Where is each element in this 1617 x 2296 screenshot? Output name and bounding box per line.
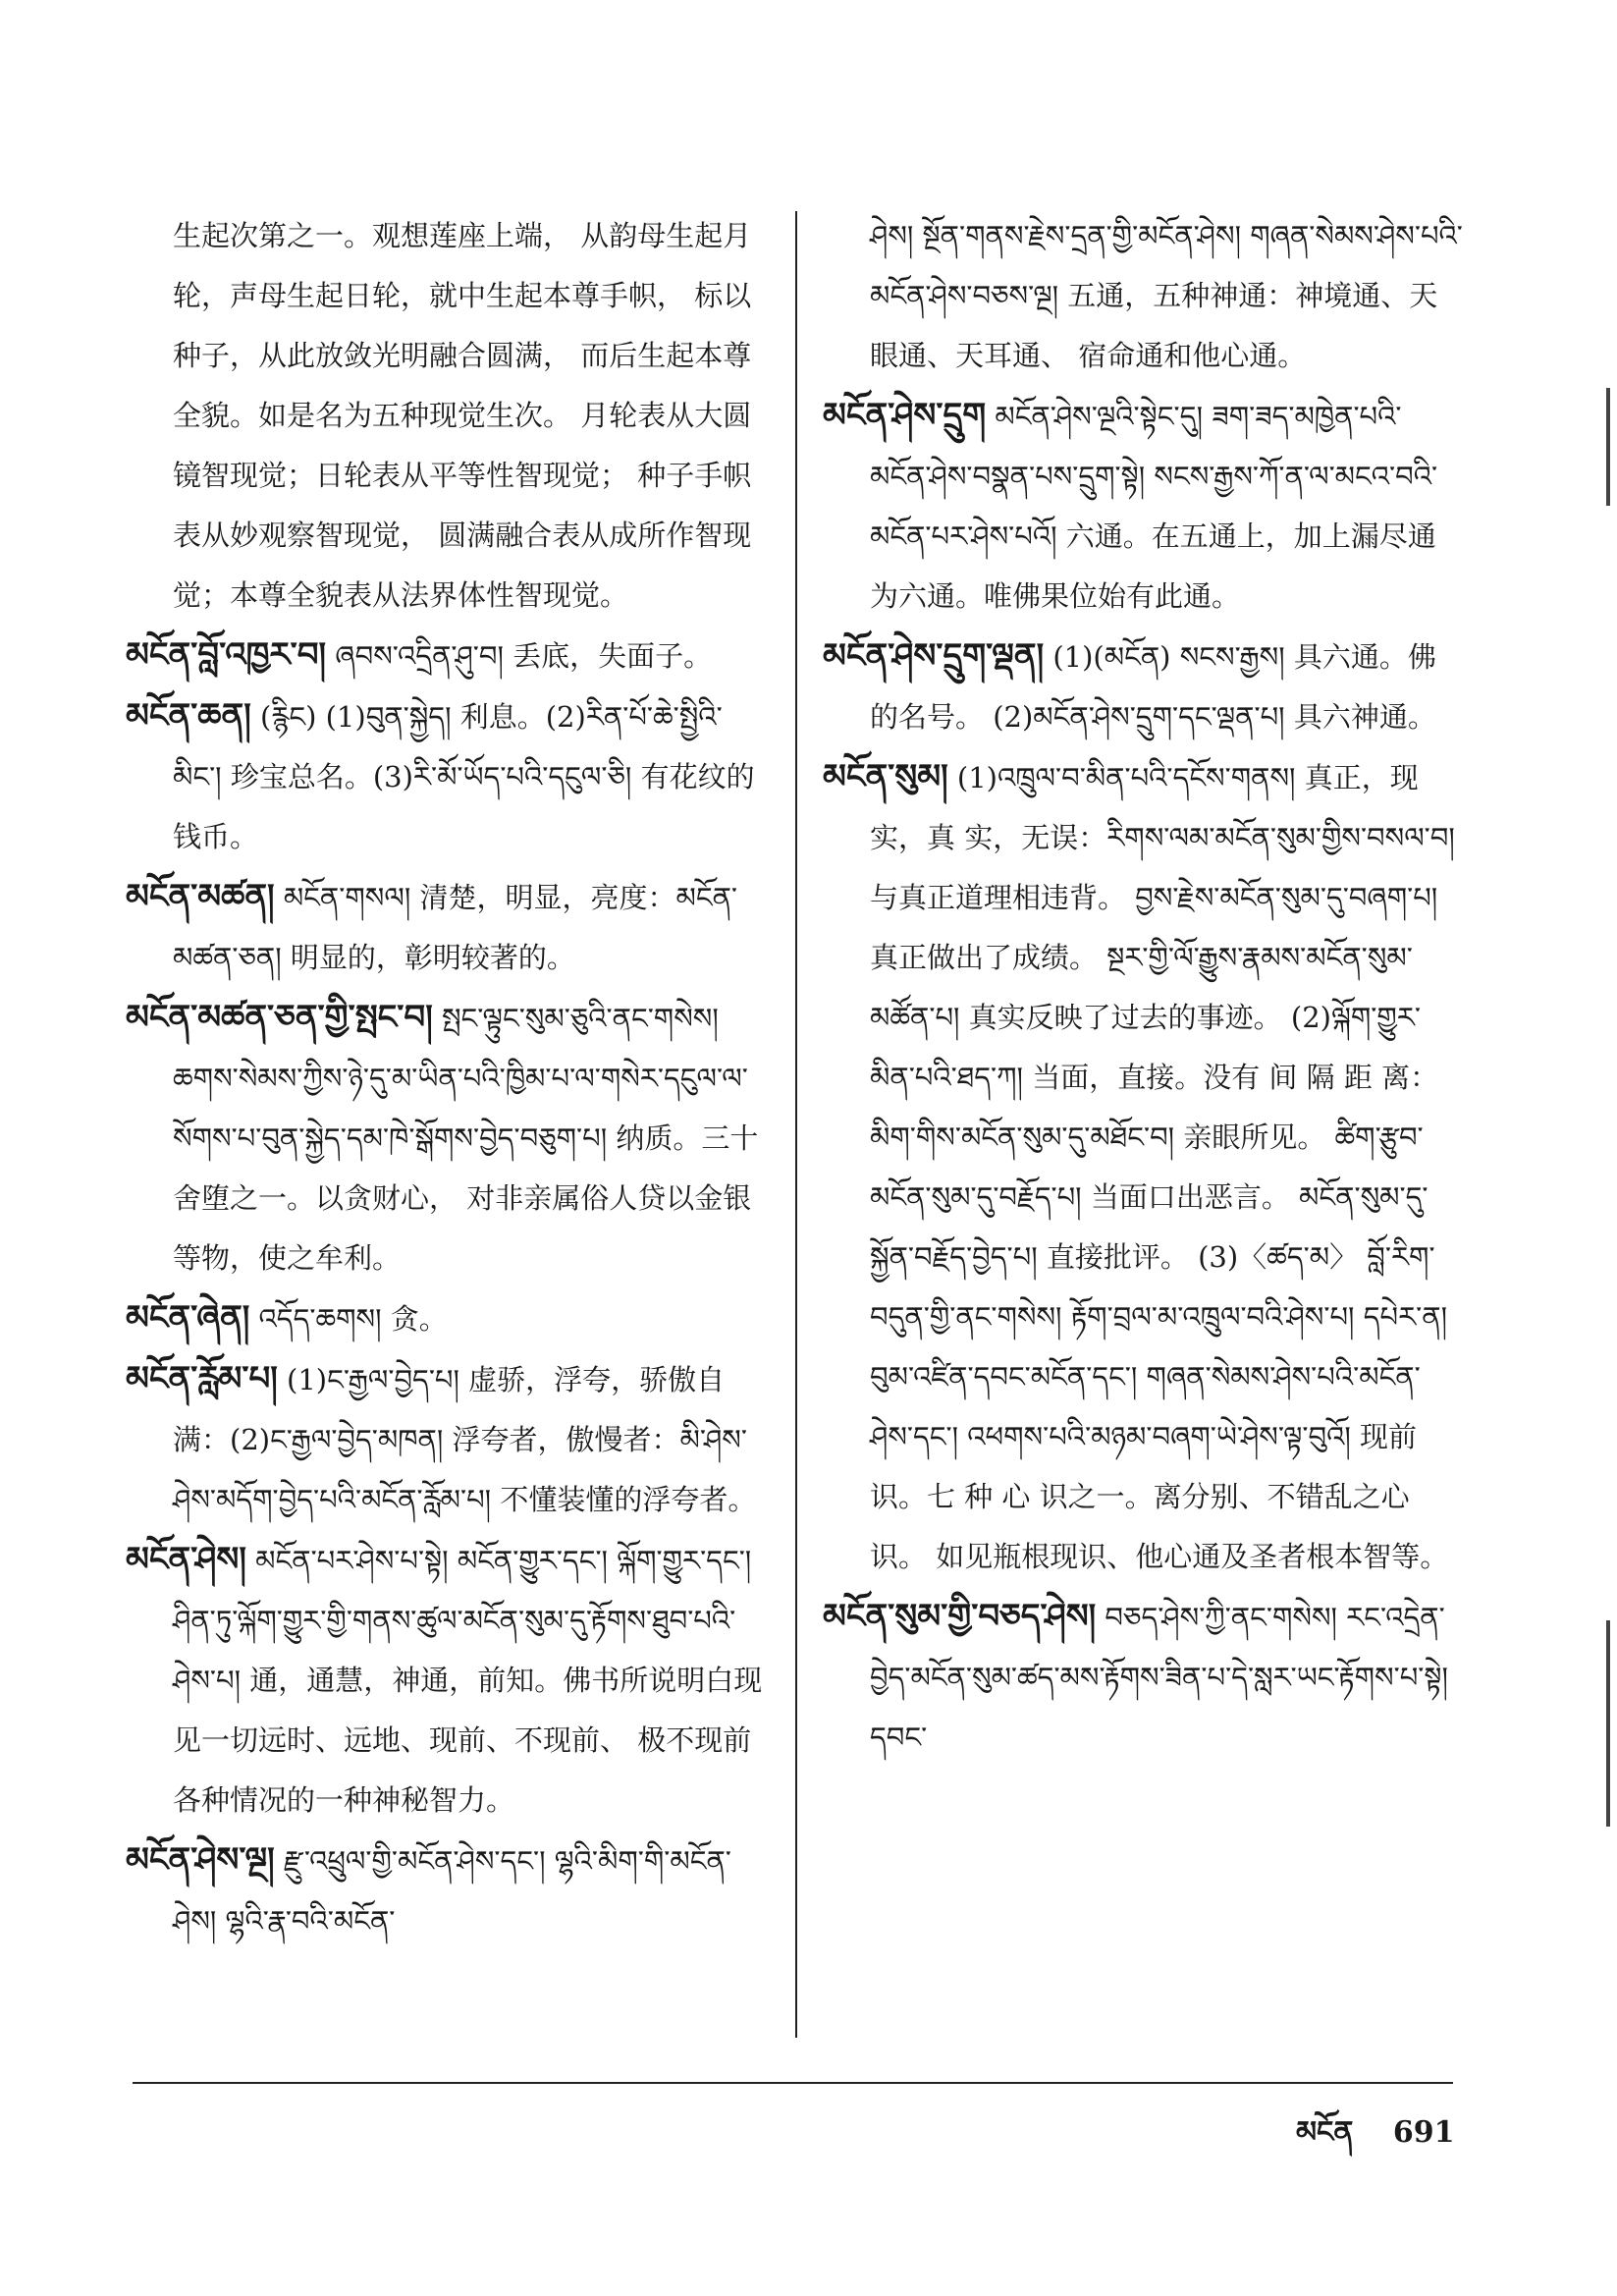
dictionary-entry — [126, 1349, 766, 1530]
headword: མངོན་རློམ་པ། — [126, 1359, 278, 1398]
definition-text: ཤེས། སྔོན་གནས་རྗེས་དྲན་གྱི་མངོན་ཤེས། གཞན་སེམས་ཤེས་པའི་མངོན་ཤེས་བཅས་ལྔ། 五通，五种神通：神境通、天眼通、天耳通、 宿命通和他心通。 — [870, 219, 1463, 372]
dictionary-entry — [126, 626, 766, 686]
definition-text: རྫུ་འཕྲུལ་གྱི་མངོན་ཤེས་དང་། ལྷའི་མིག་གི་མངོན་ཤེས། ལྷའི་རྣ་བའི་མངོན་ — [173, 1844, 731, 1938]
column-divider — [795, 211, 797, 2038]
dictionary-entry — [126, 1530, 766, 1831]
headword: མངོན་ཞེན། — [126, 1298, 250, 1338]
definition-text: སྤང་ལྟུང་སུམ་ཅུའི་ནང་གསེས། ཆགས་སེམས་ཀྱིས་ཉེ་དུ་མ་ཡིན་པའི་ཁྱིམ་པ་ལ་གསེར་དངུལ་ལ་སོགས་པ་བུན་སྐྱེད་དམ་ཁེ་སྒོགས་བྱེད་བཅུག་པ། 纳质。三十舍堕之一。以贪财心， 对非亲属俗人贷以金银等物，使之牟利。 — [173, 1002, 759, 1275]
footer-rule — [133, 2082, 1453, 2084]
definition-text: བཅད་ཤེས་ཀྱི་ནང་གསེས། རང་འདྲེན་བྱེད་མངོན་སུམ་ཚད་མས་རྟོགས་ཟིན་པ་དེ་སླར་ཡང་རྟོགས་པ་སྟེ། དབང་ — [870, 1601, 1448, 1754]
dictionary-entry — [823, 386, 1463, 627]
scan-edge-mark — [1606, 388, 1610, 506]
headword: མངོན་ཤེས་ལྔ། — [126, 1840, 275, 1880]
dictionary-entry — [823, 627, 1463, 747]
headword: མངོན་མཚན་ཅན་གྱི་སྤང་བ། — [126, 998, 433, 1037]
definition-text: (1)ང་རྒྱལ་བྱེད་པ། 虚骄，浮夸，骄傲自满：(2)ང་རྒྱལ་བྱེད་མཁན། 浮夸者，傲慢者：མི་ཤེས་ཤེས་མདོག་བྱེད་པའི་མངོན་རློམ་པ། 不懂装懂的浮夸者。 — [173, 1363, 757, 1516]
entry-continuation — [126, 206, 766, 626]
definition-text: མངོན་གསལ། 清楚，明显，亮度：མངོན་མཚན་ཅན། 明显的，彰明较著的。 — [173, 881, 737, 974]
scan-edge-mark — [1606, 1620, 1610, 1827]
definition-text: མངོན་ཤེས་ལྔའི་སྟེང་དུ། ཟག་ཟད་མཁྱེན་པའི་མངོན་ཤེས་བསྣན་པས་དྲུག་སྟེ། སངས་རྒྱས་ཀོ་ན་ལ་མངའ་བའི་མངོན་པར་ཤེས་པའོ། 六通。在五通上，加上漏尽通为六通。唯佛果位始有此通。 — [870, 400, 1438, 613]
dictionary-entry — [126, 1831, 766, 1951]
headword: མངོན་བློ་འཁྱར་བ། — [126, 635, 327, 675]
running-head: མངོན — [1296, 2115, 1354, 2150]
dictionary-entry — [823, 747, 1463, 1587]
headword: མངོན་ཆན། — [126, 696, 251, 736]
definition-text: (རྙིང) (1)བུན་སྐྱེད། 利息。(2)རིན་པོ་ཆེ་སྤྱིའི་མིང་། 珍宝总名。(3)རི་མོ་ཡོད་པའི་དངུལ་ཅི། 有花纹的钱币。 — [173, 700, 755, 853]
headword: མངོན་སུམ། — [823, 757, 948, 796]
entry-continuation — [823, 206, 1463, 386]
headword: མངོན་ཤེས། — [126, 1540, 246, 1579]
headword: མངོན་སུམ་གྱི་བཅད་ཤེས། — [823, 1597, 1097, 1636]
definition-text: (1)(མངོན) སངས་རྒྱས། 具六通。佛的名号。 (2)མངོན་ཤེས་དྲུག་དང་ལྡན་པ། 具六神通。 — [870, 640, 1436, 734]
page-number: 691 — [1392, 2115, 1455, 2150]
definition-text: མངོན་པར་ཤེས་པ་སྟེ། མངོན་གྱུར་དང་། ལྐོག་གྱུར་དང་། ཤིན་ཏུ་ལྐོག་གྱུར་གྱི་གནས་ཚུལ་མངོན་སུམ་དུ་རྟོགས་ཐུབ་པའི་ཤེས་པ། 通，通慧，神通，前知。佛书所说明白现见一切远时、远地、现前、不现前、 极不现前各种情况的一种神秘智力。 — [173, 1544, 763, 1817]
headword: མངོན་མཚན། — [126, 877, 275, 916]
dictionary-entry — [126, 988, 766, 1288]
dictionary-entry — [126, 1288, 766, 1349]
definition-text: 生起次第之一。观想莲座上端， 从韵母生起月轮，声母生起日轮，就中生起本尊手帜， 标以种子，从此放敛光明融合圆满， 而后生起本尊全貌。如是名为五种现觉生次。 月轮表从大圆镜智现觉；日轮表从平等性智现觉； 种子手帜表从妙观察智现觉， 圆满融合表从成所作智现觉；本尊全貌表从法界体性智现觉。 — [173, 219, 752, 612]
definition-text: འདོད་ཆགས། 贪。 — [249, 1302, 448, 1336]
right-column — [823, 206, 1463, 1768]
headword: མངོན་ཤེས་དྲུག — [823, 396, 987, 435]
definition-text: ཞབས་འདྲིན་ཤུ་བ། 丢底，失面子。 — [326, 639, 713, 673]
definition-text: (1)འཁྲུལ་བ་མིན་པའི་དངོས་གནས། 真正，现实，真 实，无误：རིགས་ལམ་མངོན་སུམ་གྱིས་བསལ་བ། 与真正道理相违背。 བྱས་རྗེས་མངོན་སུམ་དུ་བཞག་པ། 真正做出了成绩。 སྔར་གྱི་ལོ་རྒྱུས་རྣམས་མངོན་སུམ་མཚོན་པ། 真实反映了过去的事迹。 (2)ལྐོག་གྱུར་མིན་པའི་ཐད་ཀ། 当面，直接。没有 间 隔 距 离：མིག་གིས་མངོན་སུམ་དུ་མཐོང་བ། 亲眼所见。 ཚིག་རྩུབ་མངོན་སུམ་དུ་བརྗོད་པ། 当面口出恶言。 མངོན་སུམ་དུ་སྐྱོན་བརྗོད་བྱེད་པ། 直接批评。 (3)〈ཚད་མ〉 བློ་རིག་བདུན་གྱི་ནང་གསེས། རྟོག་བྲལ་མ་འཁྲུལ་བའི་ཤེས་པ། དཔེར་ན། བུམ་འཛིན་དབང་མངོན་དང་། གཞན་སེམས་ཤེས་པའི་མངོན་ ཤེས་དང་། འཕགས་པའི་མཉམ་བཞག་ཡེ་ཤེས་ལྟ་བུའོ། 现前识。七 种 心 识之一。离分别、不错乱之心识。 如见瓶根现识、他心通及圣者根本智等。 — [870, 761, 1455, 1573]
headword: མངོན་ཤེས་དྲུག་ལྡན། — [823, 636, 1045, 676]
dictionary-entry — [823, 1587, 1463, 1768]
dictionary-entry — [126, 867, 766, 988]
dictionary-entry — [126, 686, 766, 867]
page-footer — [1267, 2100, 1454, 2182]
left-column — [126, 206, 766, 1951]
